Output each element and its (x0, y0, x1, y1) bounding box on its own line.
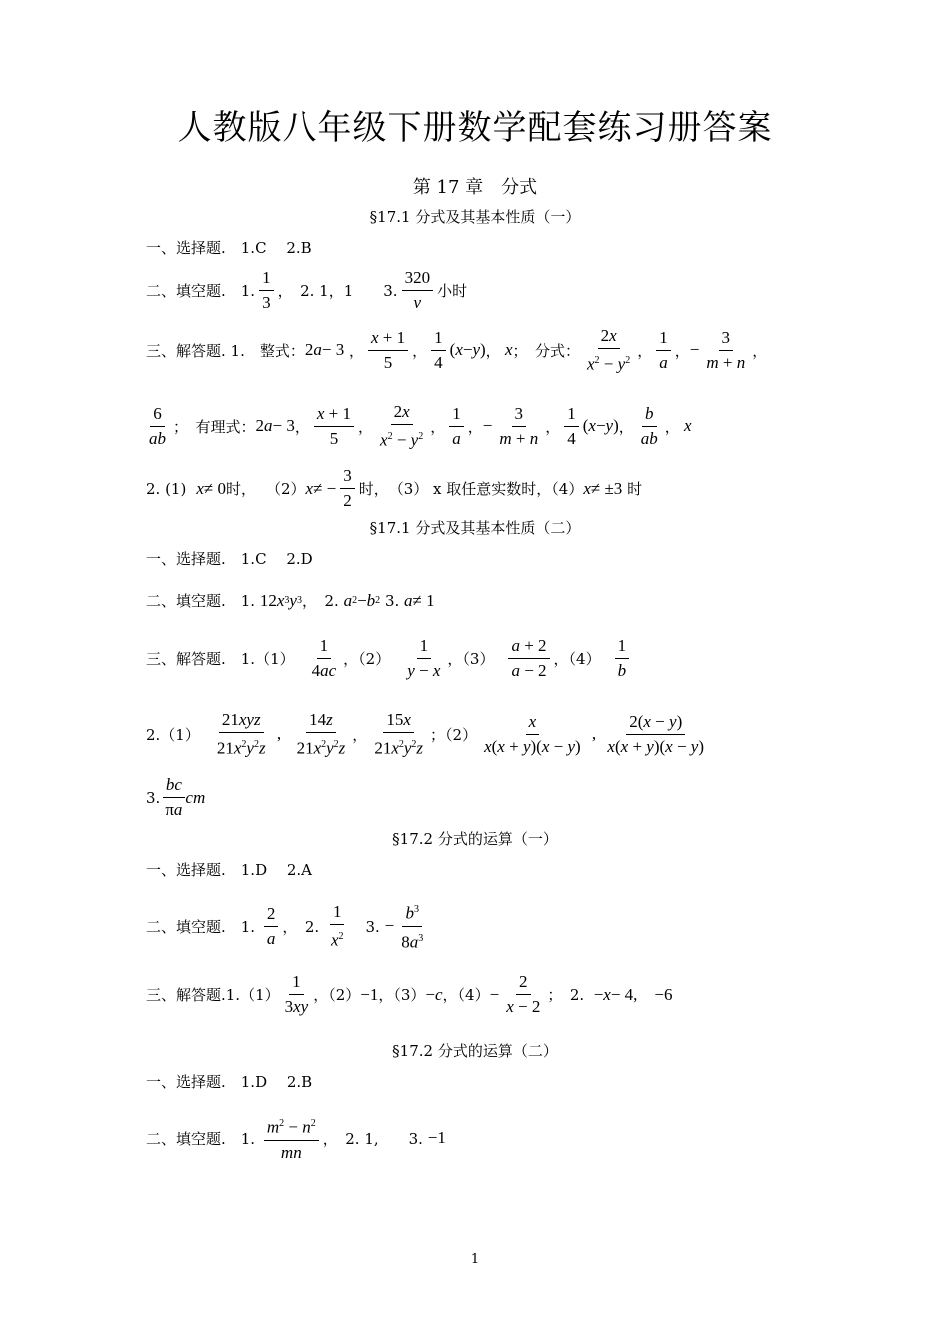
fill-answers: 二、填空题. 1. $\frac{m^2 - n^2}{mn}$ ， 2. 1, 3. −1 (146, 1114, 446, 1163)
solve-answers-2: $\frac{6}{ab}$ ； 有理式： 2 a − 3 ， $\frac{x + 1}{5}$ ， $\frac{2x}{x^2 - y^2}$ ， $\frac{1}{a}$ ， − $\frac{3}{m + n}$ ， $\frac{1}{4}$ ( x − y ) ， $\frac{b}{ab}$ ， x (149, 402, 692, 450)
choice-answers: 一、选择题. 1.C 2.B (146, 239, 312, 257)
fill-answers: 二、填空题. 1. $\frac{2}{a}$ ， 2. $\frac{1}{x^2}$ 3. − $\frac{b^3}{8a^3}$ (146, 901, 424, 952)
section-heading: §17.2 分式的运算（二） (392, 1042, 558, 1060)
fill-answers: 二、填空题. 1. $\frac{1}{3}$ ， 2. 1，1 3. $\frac{320}{v}$ 小时 (146, 268, 468, 312)
section-heading: §17.1 分式及其基本性质（一） (369, 208, 581, 226)
page-number: 1 (470, 1252, 480, 1267)
q2-answers: 2.（1） $\frac{\text{21xyz}}{21x^2y^2z}$ , $\frac{14z}{21x^2y^2z}$ ， $\frac{15x}{21x^2y^2z}$ ；（2） $\frac{x}{x(x + y)(x - y)}$ , $\frac{2(x - y)}{x(x + y)(x - y)}$ (146, 710, 705, 758)
page-title: 人教版八年级下册数学配套练习册答案 (177, 108, 773, 148)
fill-answers: 二、填空题. 1. 12 x 3 y 3 ， 2. a 2 − b 2 3. a ≠ 1 (146, 590, 435, 610)
q2-answers: 2. (1) x ≠ 0 时， （2） x ≠ − $\frac{3}{2}$ 时， （3） x 取任意实数时，（4） x ≠ ±3 时 (146, 466, 643, 510)
solve-answers: 三、解答题. 1.（1） $\frac{1}{4ac}$ ，（2） $\frac{1}{y - x}$ ，（3） $\frac{a + 2}{a - 2}$ ，（4） $\frac{1}{b}$ (146, 636, 633, 681)
choice-answers: 一、选择题. 1.C 2.D (146, 550, 313, 568)
solve-answers-1: 三、解答题. 1. 整式： 2 a − 3 ， $\frac{x + 1}{5}$ ， $\frac{1}{4}$ ( x − y ) ， x ； 分式： $\frac{2x}{x^2 - y^2}$ ， $\frac{1}{a}$ ， − $\frac{3}{m + n}$ ， (146, 326, 768, 374)
solve-answers: 三、解答题.1.（1） $\frac{1}{3xy}$ ，（2） −1 ，（3） − c ，（4） − $\frac{2}{x - 2}$ ； 2. − x − 4, −6 (146, 972, 673, 1016)
section-heading: §17.1 分式及其基本性质（二） (369, 519, 581, 537)
q3-answer: 3. $\frac{bc}{\pi a}$ cm (146, 775, 206, 819)
section-heading: §17.2 分式的运算（一） (392, 830, 558, 848)
choice-answers: 一、选择题. 1.D 2.A (146, 861, 313, 879)
choice-answers: 一、选择题. 1.D 2.B (146, 1073, 313, 1091)
chapter-heading: 第 17 章 分式 (412, 177, 538, 198)
